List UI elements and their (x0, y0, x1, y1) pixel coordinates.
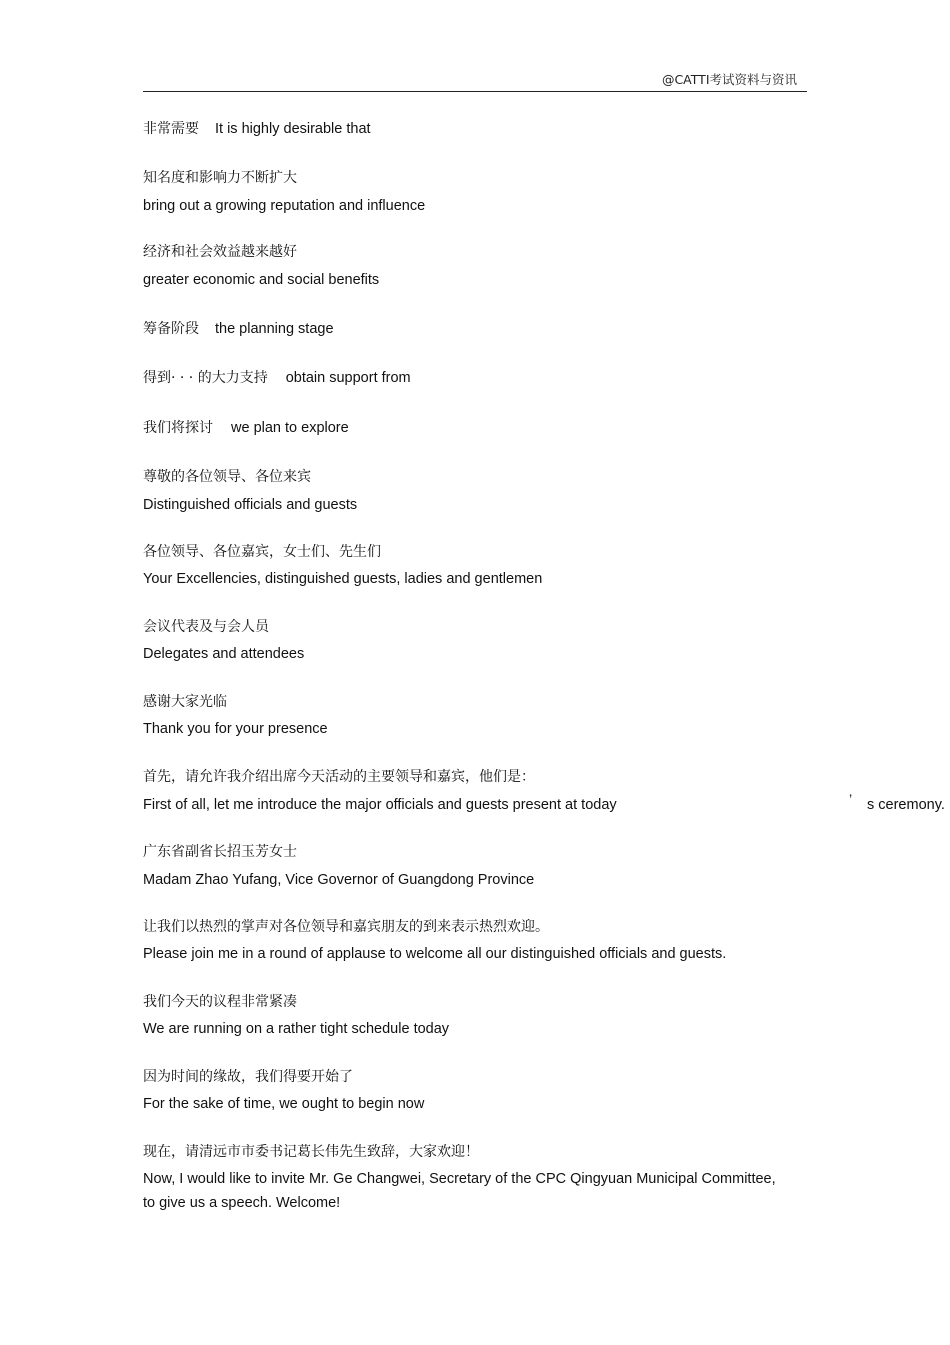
chinese-term: 经济和社会效益越来越好 (143, 244, 297, 260)
page-header (143, 70, 807, 92)
english-translation-tail: s ceremony. (867, 797, 945, 813)
list-item (143, 419, 349, 437)
chinese-term: 尊敬的各位领导、各位来宾 (143, 469, 311, 485)
chinese-term: 知名度和影响力不断扩大 (143, 170, 297, 186)
chinese-term: 得到· · · 的大力支持 (143, 370, 268, 386)
english-translation: Please join me in a round of applause to welcome all our distinguished officials and guests. (143, 946, 727, 962)
english-translation: greater economic and social benefits (143, 272, 380, 288)
english-translation: the planning stage (215, 321, 334, 337)
apostrophe-mark: ’ (849, 791, 853, 807)
chinese-term: 非常需要 (143, 121, 199, 137)
english-translation: We are running on a rather tight schedule today (143, 1021, 450, 1037)
english-translation: Madam Zhao Yufang, Vice Governor of Guangdong Province (143, 872, 535, 888)
english-translation: we plan to explore (231, 420, 349, 436)
english-translation: Thank you for your presence (143, 721, 328, 737)
header-watermark: @CATTI考试资料与资讯 (661, 72, 797, 87)
chinese-term: 会议代表及与会人员 (143, 619, 269, 635)
chinese-term: 筹备阶段 (143, 321, 199, 337)
english-translation: Now, I would like to invite Mr. Ge Changwei, Secretary of the CPC Qingyuan Municipal Committee, (143, 1171, 776, 1187)
chinese-term: 让我们以热烈的掌声对各位领导和嘉宾朋友的到来表示热烈欢迎。 (143, 919, 549, 935)
english-translation: Your Excellencies, distinguished guests, ladies and gentlemen (143, 571, 543, 587)
english-translation: First of all, let me introduce the major officials and guests present at today (143, 797, 617, 813)
english-translation: Delegates and attendees (143, 646, 305, 662)
english-translation: For the sake of time, we ought to begin now (143, 1096, 425, 1112)
chinese-term: 首先，请允许我介绍出席今天活动的主要领导和嘉宾，他们是： (143, 769, 535, 785)
list-item (143, 320, 334, 338)
english-translation: Distinguished officials and guests (143, 497, 358, 513)
chinese-term: 我们将探讨 (143, 420, 213, 436)
chinese-term: 感谢大家光临 (143, 694, 227, 710)
chinese-term: 因为时间的缘故，我们得要开始了 (143, 1069, 353, 1085)
english-translation: bring out a growing reputation and influence (143, 198, 426, 214)
english-translation: obtain support from (285, 370, 411, 386)
chinese-term: 各位领导、各位嘉宾，女士们、先生们 (143, 544, 381, 560)
chinese-term: 现在，请清远市市委书记葛长伟先生致辞，大家欢迎！ (143, 1144, 479, 1160)
list-item (143, 120, 371, 138)
english-translation-continued: to give us a speech. Welcome! (143, 1195, 341, 1211)
english-translation: It is highly desirable that (215, 121, 371, 137)
list-item (143, 369, 411, 387)
chinese-term: 我们今天的议程非常紧凑 (143, 994, 297, 1010)
chinese-term: 广东省副省长招玉芳女士 (143, 844, 297, 860)
